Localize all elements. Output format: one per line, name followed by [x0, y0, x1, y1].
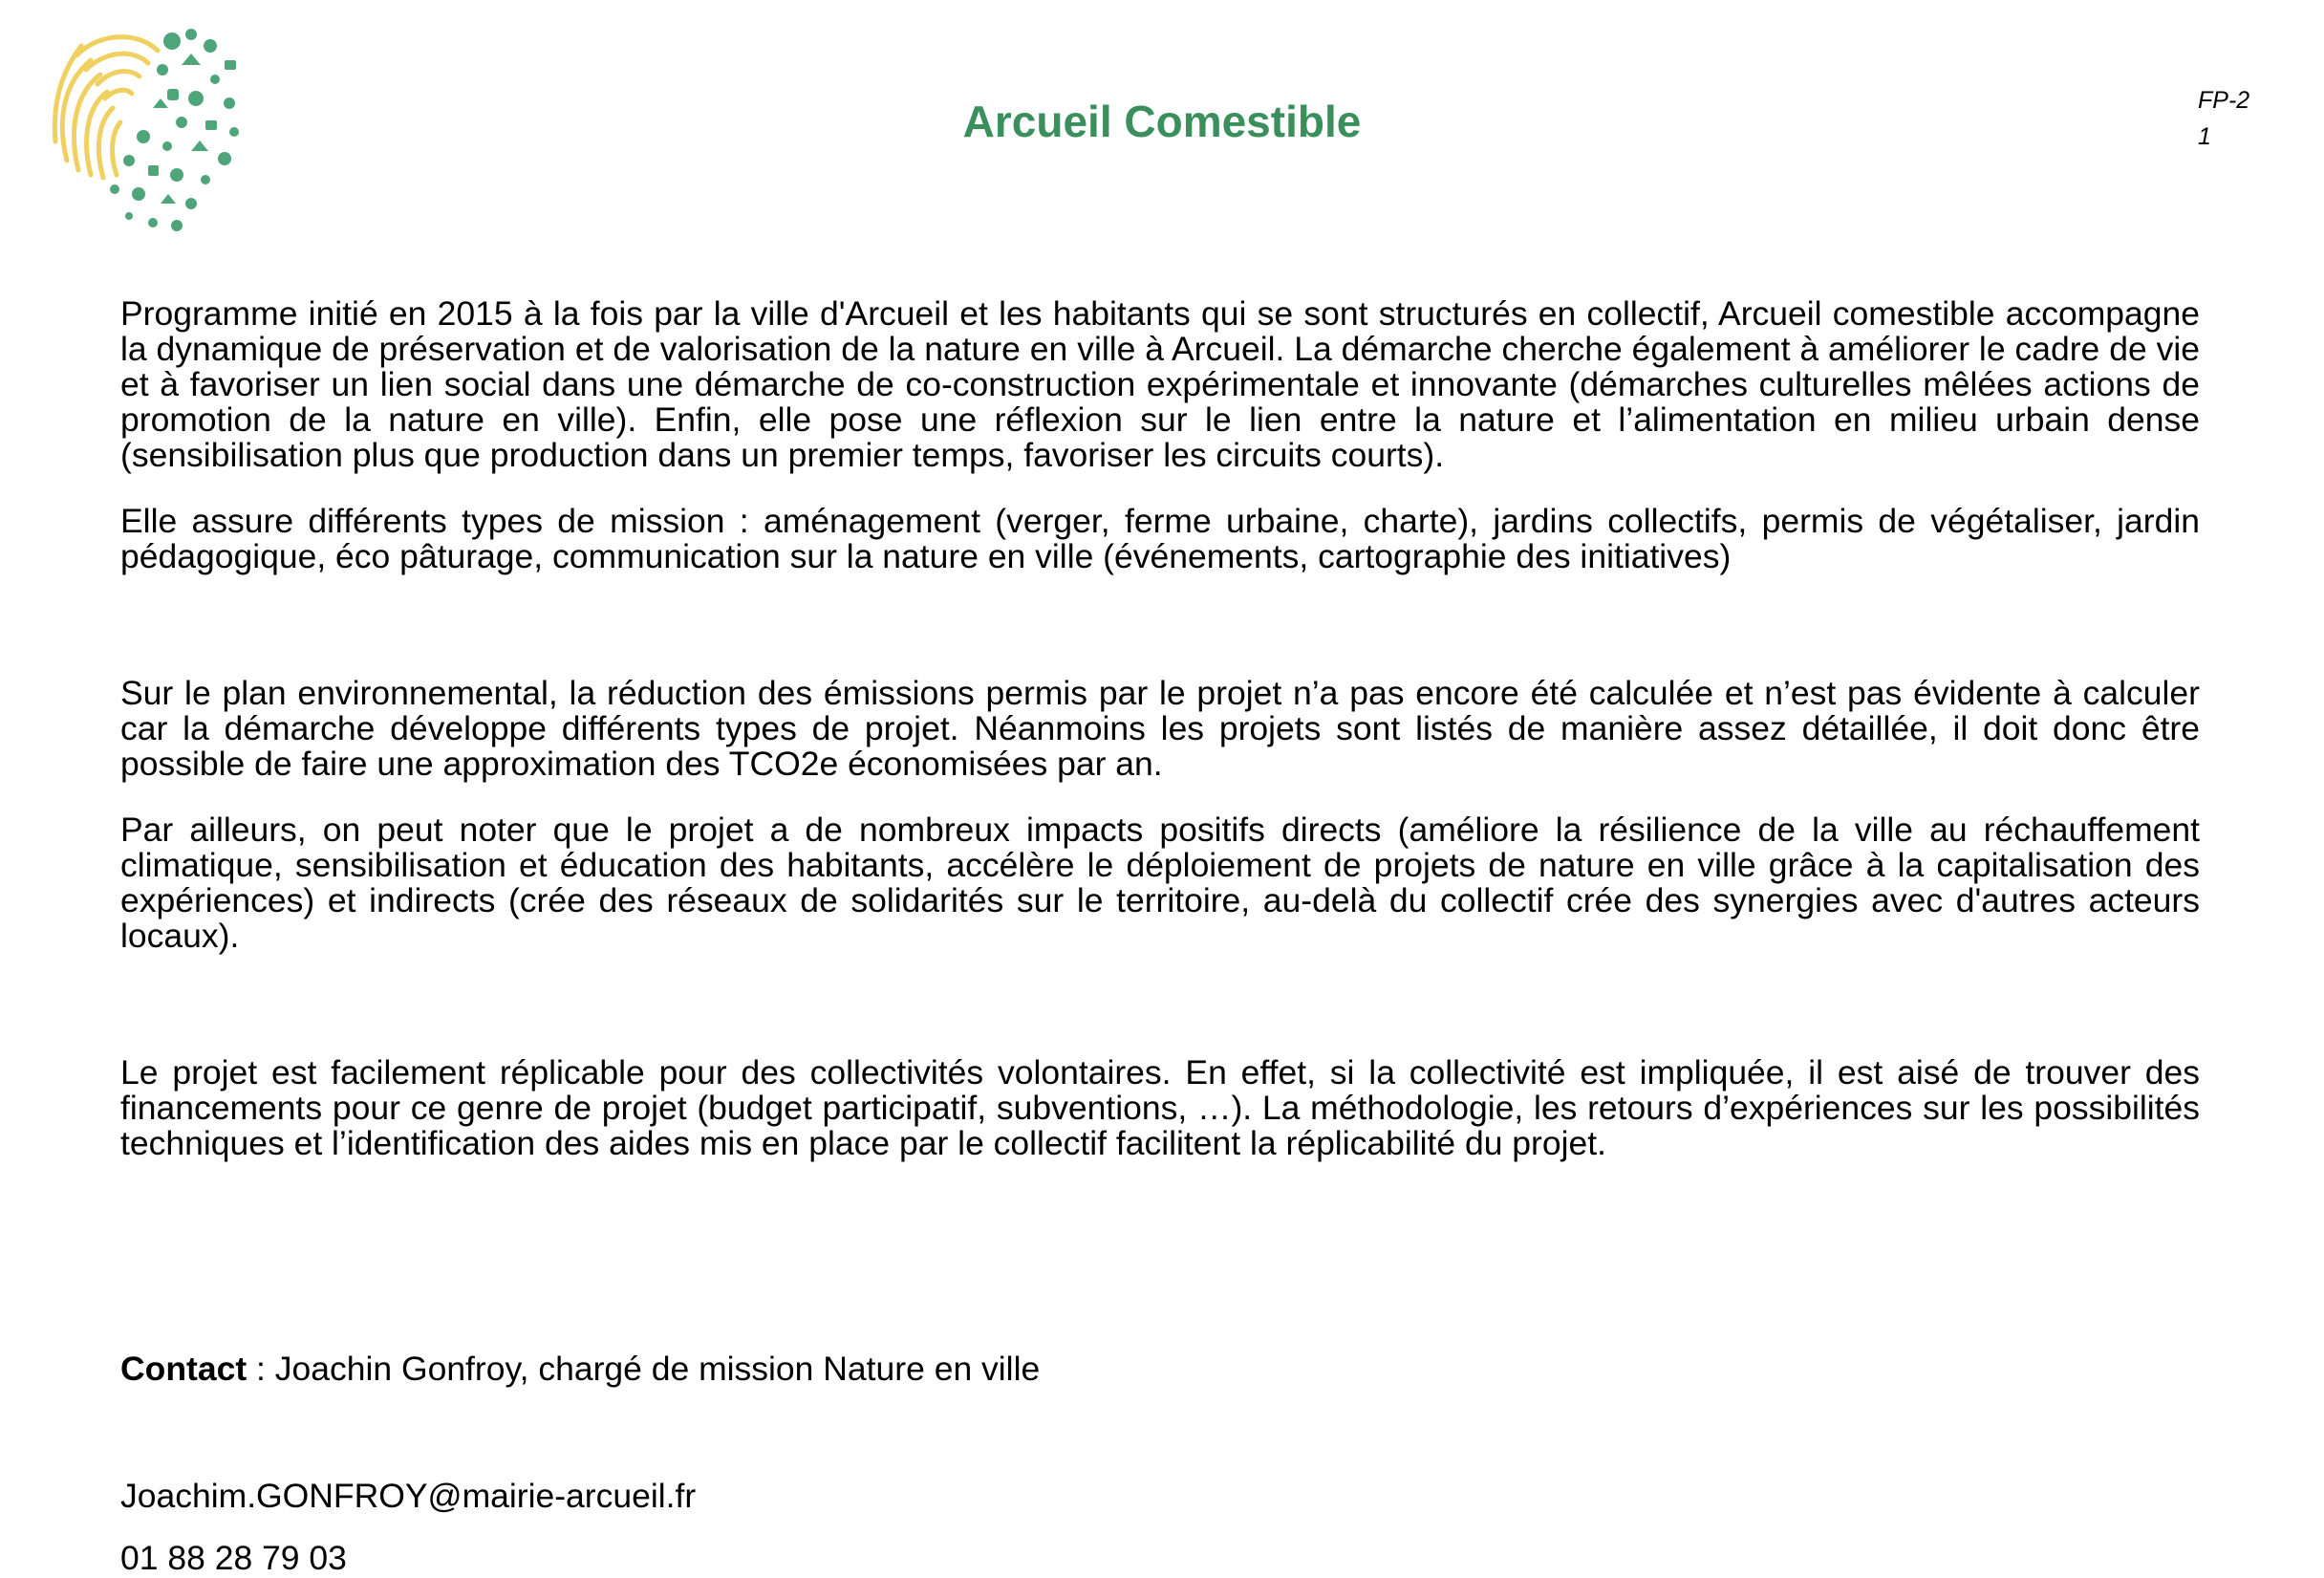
paragraph-impacts: Par ailleurs, on peut noter que le projet a de nombreux impacts positifs directs (améliore la résilience de la ville au réchauffement climatique, sensibilisation et éducation des habitants, accélère le déploiement de projets de nature en ville grâce à la capitalisation des expériences) et indirects (crée des réseaux de solidarités sur le territoire, au-delà du collectif crée des synergies avec d'autres acteurs locaux).: [120, 811, 2200, 955]
reference-line-1: FP-2: [2198, 87, 2250, 114]
contact-block: [120, 1346, 2200, 1392]
document-body: [120, 296, 2200, 1192]
paragraph-missions: Elle assure différents types de mission : aménagement (verger, ferme urbaine, charte), jardins collectifs, permis de végétaliser, jardin pédagogique, éco pâturage, communication sur la nature en ville (événements, cartographie des initiatives): [120, 502, 2200, 575]
contact-separator: :: [247, 1350, 275, 1388]
contact-phone: 01 88 28 79 03: [120, 1539, 347, 1577]
reference-line-2: 1: [2198, 123, 2211, 150]
document-reference: [2198, 82, 2303, 155]
contact-line: [120, 1346, 2200, 1392]
contact-name: Joachin Gonfroy, chargé de mission Nature en ville: [274, 1350, 1041, 1388]
contact-label: Contact: [120, 1350, 247, 1388]
paragraph-replicability: Le projet est facilement réplicable pour des collectivités volontaires. En effet, si la collectivité est impliquée, il est aisé de trouver des financements pour ce genre de projet (budget participatif, subventions, …). La méthodologie, les retours d’expériences sur les possibilités techniques et l’identification des aides mis en place par le collectif facilitent la réplicabilité du projet.: [120, 1053, 2200, 1162]
paragraph-environment: Sur le plan environnemental, la réduction des émissions permis par le projet n’a pas encore été calculée et n’est pas évidente à calculer car la démarche développe différents types de projet. Néanmoins les projets sont listés de manière assez détaillée, il doit donc être possible de faire une approximation des TCO2e économisées par an.: [120, 674, 2200, 783]
contact-email[interactable]: Joachim.GONFROY@mairie-arcueil.fr: [120, 1477, 697, 1515]
page-title: Arcueil Comestible: [962, 97, 1362, 146]
paragraph-intro: Programme initié en 2015 à la fois par la ville d'Arcueil et les habitants qui se sont structurés en collectif, Arcueil comestible accompagne la dynamique de préservation et de valorisation de la nature en ville à Arcueil. La démarche cherche également à améliorer le cadre de vie et à favoriser un lien social dans une démarche de co-construction expérimentale et innovante (démarches culturelles mêlées actions de promotion de la nature en ville). Enfin, elle pose une réflexion sur le lien entre la nature et l’alimentation en milieu urbain dense (sensibilisation plus que production dans un premier temps, favoriser les circuits courts).: [120, 294, 2200, 474]
